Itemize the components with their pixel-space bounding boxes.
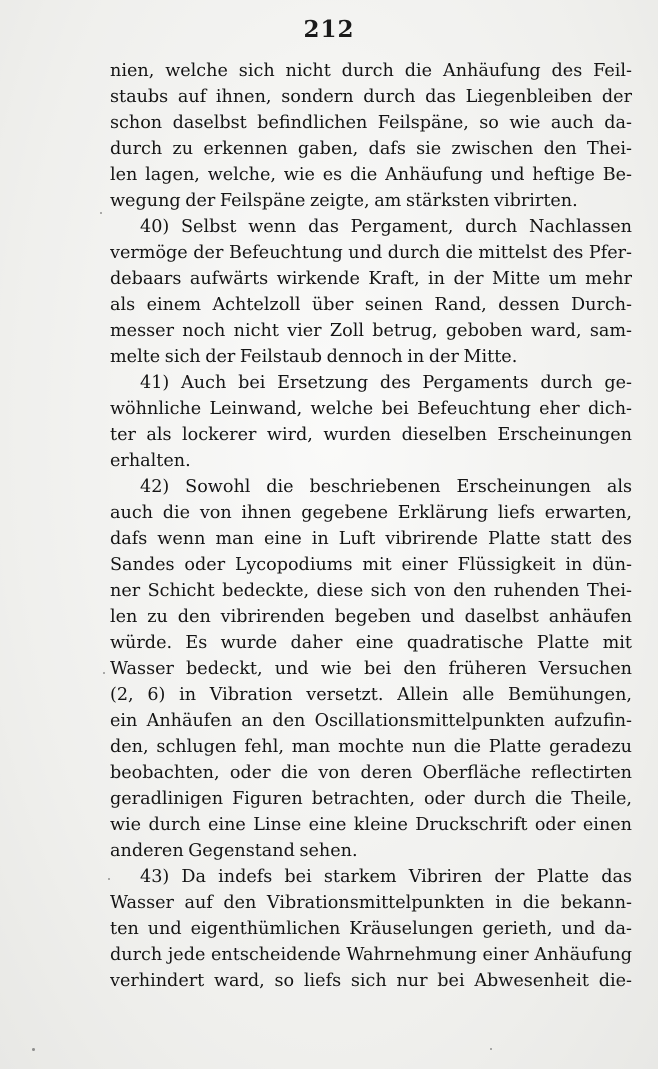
text-line: vermöge der Befeuchtung und durch die mittelst des Pfer- (110, 243, 632, 263)
text-line: erhalten. (110, 451, 191, 471)
scan-speck (108, 878, 110, 880)
text-line: wöhnliche Leinwand, welche bei Befeuchtung eher dich- (110, 399, 632, 419)
text-line: 42) Sowohl die beschriebenen Erscheinungen als (140, 477, 632, 497)
text-line: len lagen, welche, wie es die Anhäufung und heftige Be- (110, 165, 632, 185)
text-line: den, schlugen fehl, man mochte nun die Platte geradezu (110, 737, 632, 757)
text-line: anderen Gegenstand sehen. (110, 841, 358, 861)
text-line: auch die von ihnen gegebene Erklärung liefs erwarten, (110, 503, 632, 523)
scan-speck (103, 672, 105, 674)
text-line: dafs wenn man eine in Luft vibrirende Platte statt des (110, 529, 632, 549)
scan-speck (32, 1048, 35, 1051)
text-line: 41) Auch bei Ersetzung des Pergaments durch ge- (140, 373, 632, 393)
scan-speck (100, 212, 102, 214)
text-line: ter als lockerer wird, wurden dieselben Erscheinungen (110, 425, 632, 445)
body-text (110, 58, 632, 994)
text-line: wie durch eine Linse eine kleine Druckschrift oder einen (110, 815, 632, 835)
text-line: 40) Selbst wenn das Pergament, durch Nachlassen (140, 217, 632, 237)
text-line: durch jede entscheidende Wahrnehmung einer Anhäufung (110, 945, 632, 965)
text-line: (2, 6) in Vibration versetzt. Allein alle Bemühungen, (110, 685, 632, 705)
text-line: als einem Achtelzoll über seinen Rand, dessen Durch- (110, 295, 632, 315)
text-line: messer noch nicht vier Zoll betrug, geboben ward, sam- (110, 321, 632, 341)
text-line: beobachten, oder die von deren Oberfläche reflectirten (110, 763, 632, 783)
text-line: nien, welche sich nicht durch die Anhäufung des Feil- (110, 61, 632, 81)
text-line: ten und eigenthümlichen Kräuselungen gerieth, und da- (110, 919, 632, 939)
text-line: Wasser auf den Vibrationsmittelpunkten in die bekann- (110, 893, 632, 913)
text-line: staubs auf ihnen, sondern durch das Liegenbleiben der (110, 87, 632, 107)
text-line: wegung der Feilspäne zeigte, am stärksten vibrirten. (110, 191, 578, 211)
text-line: ner Schicht bedeckte, diese sich von den ruhenden Thei- (110, 581, 632, 601)
scan-speck (490, 1048, 492, 1050)
text-line: durch zu erkennen gaben, dafs sie zwischen den Thei- (110, 139, 632, 159)
page-number: 212 (303, 16, 355, 43)
text-line: Sandes oder Lycopodiums mit einer Flüssigkeit in dün- (110, 555, 632, 575)
text-line: geradlinigen Figuren betrachten, oder durch die Theile, (110, 789, 632, 809)
text-line: debaars aufwärts wirkende Kraft, in der Mitte um mehr (110, 269, 632, 289)
text-line: 43) Da indefs bei starkem Vibriren der Platte das (140, 867, 632, 887)
text-line: verhindert ward, so liefs sich nur bei Abwesenheit die- (110, 971, 632, 991)
text-line: Wasser bedeckt, und wie bei den früheren Versuchen (110, 659, 632, 679)
text-line: len zu den vibrirenden begeben und daselbst anhäufen (110, 607, 632, 627)
text-line: würde. Es wurde daher eine quadratische Platte mit (110, 633, 632, 653)
text-line: melte sich der Feilstaub dennoch in der Mitte. (110, 347, 518, 367)
text-line: schon daselbst befindlichen Feilspäne, so wie auch da- (110, 113, 632, 133)
text-line: ein Anhäufen an den Oscillationsmittelpunkten aufzufin- (110, 711, 632, 731)
